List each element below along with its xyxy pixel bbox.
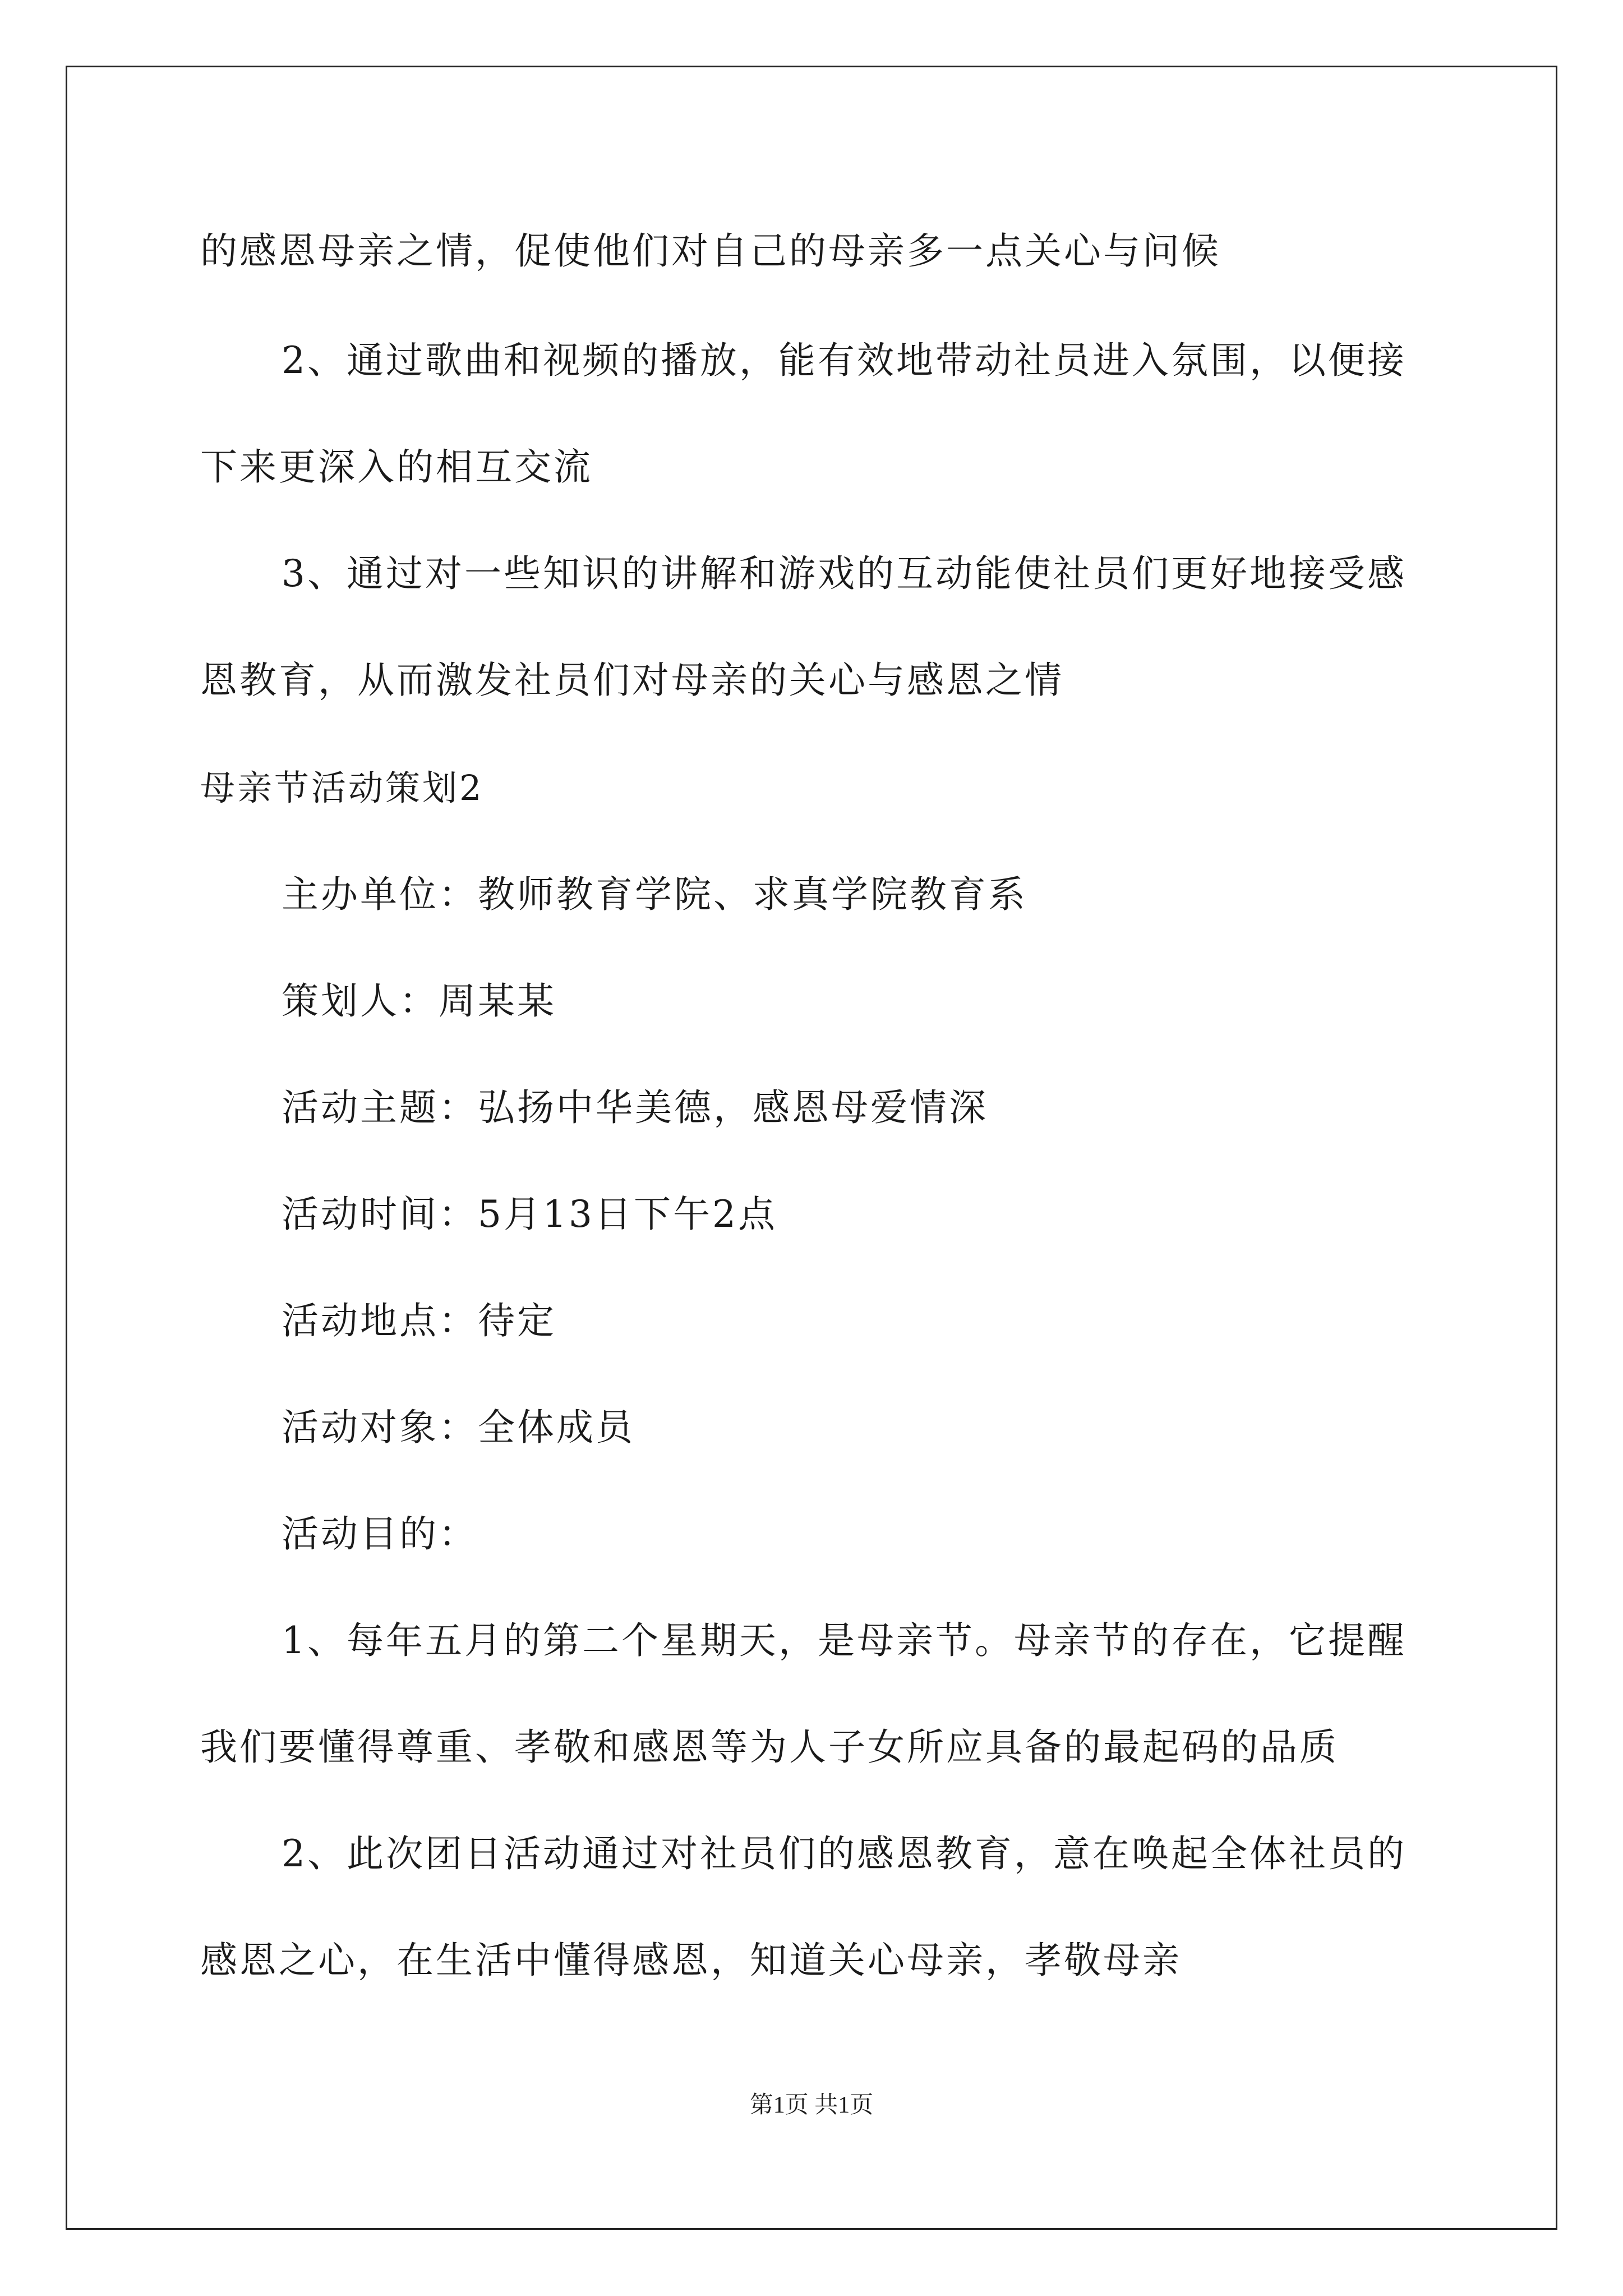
body-line: 活动地点：待定: [282, 1299, 556, 1342]
page-border: [66, 66, 1557, 2230]
body-line: 2、通过歌曲和视频的播放，能有效地带动社员进入氛围，以便接: [282, 339, 1407, 382]
page-footer: 第1页 共1页: [749, 2092, 874, 2118]
section-heading: 母亲节活动策划2: [200, 767, 484, 808]
body-line: 1、每年五月的第二个星期天，是母亲节。母亲节的存在，它提醒: [282, 1619, 1407, 1662]
body-line: 主办单位：教师教育学院、求真学院教育系: [282, 873, 1027, 916]
body-line: 策划人：周某某: [282, 979, 556, 1023]
body-line: 我们要懂得尊重、孝敬和感恩等为人子女所应具备的最起码的品质: [200, 1726, 1339, 1769]
body-line: 恩教育，从而激发社员们对母亲的关心与感恩之情: [200, 659, 1064, 702]
body-line: 活动主题：弘扬中华美德，感恩母爱情深: [282, 1086, 988, 1129]
body-line: 感恩之心，在生活中懂得感恩，知道关心母亲，孝敬母亲: [200, 1939, 1182, 1982]
body-line: 下来更深入的相互交流: [200, 445, 593, 489]
body-line: 活动目的：: [282, 1512, 478, 1556]
body-line: 2、此次团日活动通过对社员们的感恩教育，意在唤起全体社员的: [282, 1832, 1407, 1875]
body-line: 的感恩母亲之情，促使他们对自己的母亲多一点关心与问候: [200, 229, 1221, 273]
body-line: 活动对象：全体成员: [282, 1406, 635, 1449]
body-line: 活动时间：5月13日下午2点: [282, 1193, 777, 1236]
body-line: 3、通过对一些知识的讲解和游戏的互动能使社员们更好地接受感: [282, 552, 1407, 595]
